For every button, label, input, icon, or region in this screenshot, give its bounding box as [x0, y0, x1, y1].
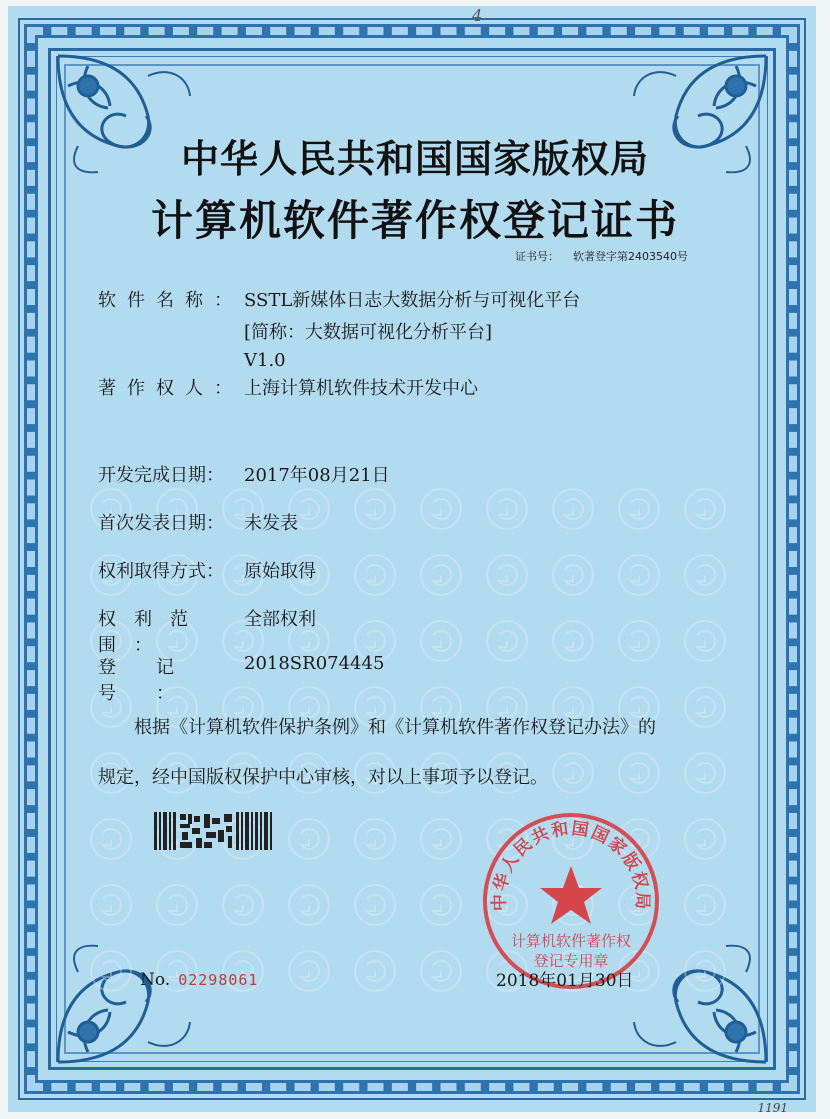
issuer-title: 中华人民共和国国家版权局: [180, 136, 649, 181]
field-label: 著作权人：: [98, 378, 243, 399]
field-registration-no: [98, 653, 384, 705]
field-value: 2018SR074445: [244, 653, 385, 674]
field-value: 全部权利: [244, 609, 316, 630]
svg-text:中华人民共和国国家版权局: 中华人民共和国国家版权局: [489, 818, 653, 912]
field-label: 权利取得方式：: [98, 561, 224, 582]
certificate-number: [501, 248, 688, 264]
field-label: 软件名称：: [98, 290, 243, 311]
handwritten-page-number: 1191: [757, 1101, 788, 1115]
barcode-icon: [154, 812, 272, 850]
svg-text:登记专用章: 登记专用章: [533, 952, 609, 970]
statement-line: 规定，经中国版权保护中心审核，对以上事项予以登记。: [98, 767, 548, 788]
svg-text:计算机软件著作权: 计算机软件著作权: [510, 932, 632, 950]
field-label: 开发完成日期：: [98, 465, 224, 486]
field-copyright-owner: [98, 374, 478, 400]
star-icon: [540, 866, 602, 924]
certificate-title: 计算机软件著作权登记证书: [150, 196, 679, 245]
software-name-line: SSTL新媒体日志大数据分析与可视化平台: [244, 290, 581, 311]
field-rights-scope: [98, 605, 316, 657]
handwritten-mark: 4: [472, 6, 483, 25]
field-value: 原始取得: [244, 561, 316, 582]
certificate-number-value: 软著登字第2403540号: [573, 250, 688, 263]
serial-value: 02298061: [178, 971, 259, 989]
field-label: 登记号：: [98, 657, 214, 704]
serial-number: [140, 970, 258, 990]
field-label: 首次发表日期：: [98, 513, 224, 534]
certificate-number-label: 证书号：: [515, 250, 559, 263]
issue-date: 2018年01月30日: [496, 971, 634, 991]
field-completion-date: [98, 461, 390, 487]
field-value: [244, 286, 580, 371]
field-software-name: [98, 286, 580, 371]
field-label: 权利范围：: [98, 609, 206, 656]
software-name-line: [简称：大数据可视化分析平台]: [244, 322, 493, 343]
field-value: 上海计算机软件技术开发中心: [244, 378, 478, 399]
statement-line: 根据《计算机软件保护条例》和《计算机软件著作权登记办法》的: [134, 717, 656, 738]
field-acquisition-method: [98, 557, 316, 583]
field-value: 未发表: [244, 513, 298, 534]
field-first-publish-date: [98, 509, 298, 535]
field-value: 2017年08月21日: [244, 465, 390, 486]
software-name-line: V1.0: [244, 350, 286, 371]
serial-label: No.: [140, 970, 171, 990]
